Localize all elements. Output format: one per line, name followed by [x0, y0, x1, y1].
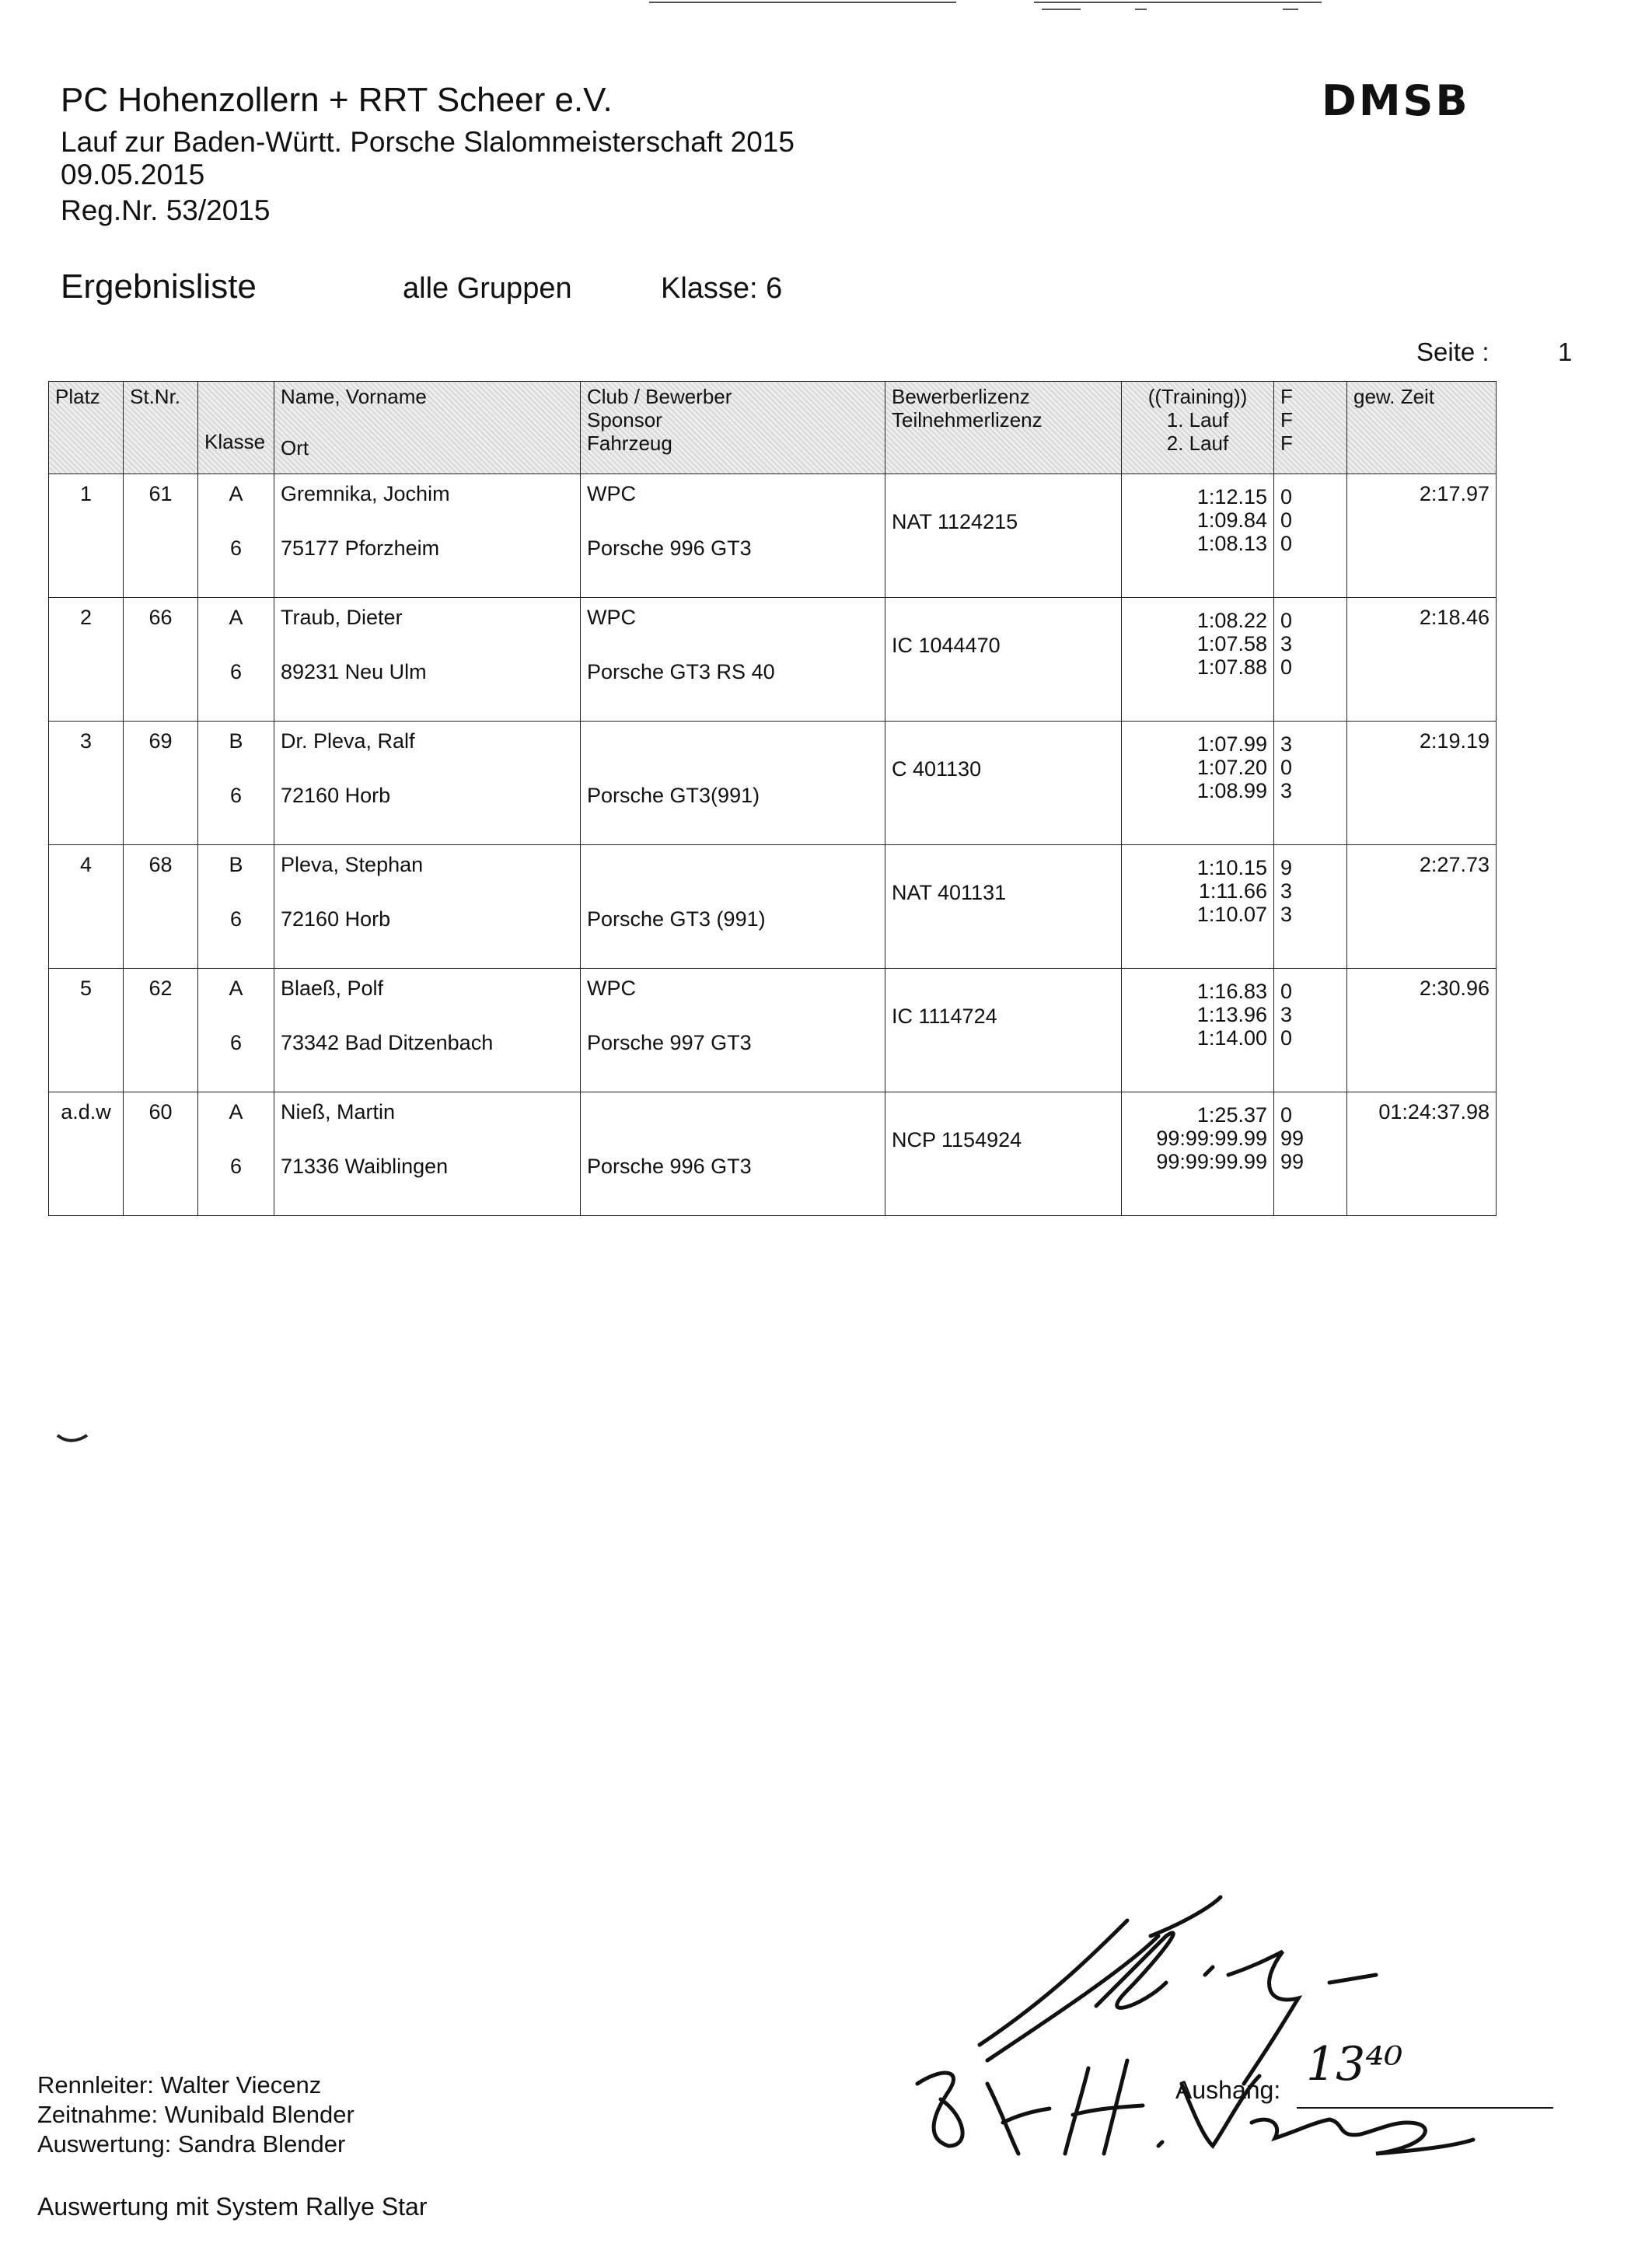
system-note: Auswertung mit System Rallye Star: [37, 2193, 428, 2221]
event-date: 09.05.2015: [61, 159, 205, 190]
zeitnahme: Zeitnahme: Wunibald Blender: [37, 2101, 354, 2128]
list-title: Ergebnisliste: [61, 267, 257, 306]
cell-fehler: [1274, 969, 1347, 1092]
cell-gruppe-klasse: [198, 474, 274, 598]
signature-viecenz-icon: [917, 2060, 1473, 2154]
cell-name: Pleva, Stephan: [281, 853, 424, 876]
table-row: [49, 598, 1497, 722]
header-stnr: St.Nr.: [124, 382, 198, 474]
cell-lizenz: NCP 1154924: [885, 1092, 1122, 1216]
table-header-row: [49, 382, 1497, 474]
cell-club-fahrzeug: [581, 845, 885, 969]
dmsb-logo: DMSB: [1322, 76, 1470, 125]
header-laeufe: [1122, 382, 1274, 474]
cell-platz: 4: [49, 845, 124, 969]
cell-gew-zeit: 2:19.19: [1347, 722, 1497, 845]
header-fehler: [1274, 382, 1347, 474]
cell-stnr: 68: [124, 845, 198, 969]
cell-f3: 0: [1280, 1026, 1293, 1050]
cell-f1: 3: [1280, 732, 1293, 756]
cell-f3: 3: [1280, 779, 1293, 802]
cell-name-ort: [274, 722, 581, 845]
cell-lauf2: 1:08.13: [1196, 532, 1267, 555]
cell-stnr: 61: [124, 474, 198, 598]
cell-name: Gremnika, Jochim: [281, 482, 450, 505]
cell-club: WPC: [587, 606, 636, 629]
aushang-label: Aushang:: [1175, 2076, 1281, 2104]
cell-ort: 75177 Pforzheim: [281, 536, 440, 560]
rennleiter: Rennleiter: Walter Viecenz: [37, 2071, 322, 2099]
cell-name-ort: [274, 845, 581, 969]
cell-ort: 71336 Waiblingen: [281, 1155, 449, 1178]
cell-ort: 89231 Neu Ulm: [281, 660, 427, 683]
cell-klasse: 6: [229, 660, 243, 683]
cell-ort: 72160 Horb: [281, 907, 391, 931]
cell-club-fahrzeug: [581, 722, 885, 845]
cell-f2: 0: [1280, 756, 1293, 779]
cell-klasse: 6: [229, 784, 243, 807]
header-name-ort: [274, 382, 581, 474]
page-number: 1: [1558, 337, 1573, 366]
cell-lizenz: IC 1044470: [885, 598, 1122, 722]
cell-gruppe: B: [229, 853, 243, 876]
cell-f1: 0: [1280, 609, 1293, 632]
cell-klasse: 6: [229, 536, 243, 560]
cell-lizenz: IC 1114724: [885, 969, 1122, 1092]
cell-lizenz: NAT 1124215: [885, 474, 1122, 598]
header-f1: F: [1280, 385, 1293, 408]
cell-f1: 9: [1280, 856, 1293, 879]
cell-training: 1:07.99: [1196, 732, 1267, 756]
cell-gruppe-klasse: [198, 722, 274, 845]
header-fahrzeug: Fahrzeug: [587, 432, 672, 455]
cell-f2: 3: [1280, 1003, 1293, 1026]
cell-lauf1: 1:07.20: [1196, 756, 1267, 779]
cell-name-ort: [274, 598, 581, 722]
cell-f2: 0: [1280, 508, 1293, 532]
cell-ort: 72160 Horb: [281, 784, 391, 807]
cell-laufzeiten: [1122, 845, 1274, 969]
header-training: ((Training)): [1147, 385, 1248, 408]
cell-platz: 1: [49, 474, 124, 598]
cell-gew-zeit: 2:17.97: [1347, 474, 1497, 598]
cell-laufzeiten: [1122, 722, 1274, 845]
cell-training: 1:10.15: [1196, 856, 1267, 879]
cell-gruppe-klasse: [198, 1092, 274, 1216]
table-row: [49, 1092, 1497, 1216]
cell-laufzeiten: [1122, 969, 1274, 1092]
header-klasse: Klasse: [198, 382, 274, 474]
cell-lauf1: 1:11.66: [1198, 879, 1267, 903]
header-f3: F: [1280, 432, 1293, 455]
cell-platz: 5: [49, 969, 124, 1092]
cell-name: Nieß, Martin: [281, 1100, 396, 1124]
cell-laufzeiten: [1122, 1092, 1274, 1216]
cell-f3: 99: [1280, 1150, 1304, 1173]
cell-laufzeiten: [1122, 474, 1274, 598]
header-sponsor: Sponsor: [587, 408, 662, 432]
cell-lauf1: 1:13.96: [1196, 1003, 1267, 1026]
cell-fahrzeug: Porsche GT3 (991): [587, 907, 766, 931]
cell-f2: 3: [1280, 879, 1293, 903]
cell-fahrzeug: Porsche GT3(991): [587, 784, 760, 807]
table-row: [49, 474, 1497, 598]
header-lizenz: [885, 382, 1122, 474]
cell-klasse: 6: [229, 1155, 243, 1178]
cell-lauf1: 1:09.84: [1196, 508, 1267, 532]
cell-laufzeiten: [1122, 598, 1274, 722]
cell-ort: 73342 Bad Ditzenbach: [281, 1031, 494, 1054]
cell-platz: 3: [49, 722, 124, 845]
cell-f2: 99: [1280, 1127, 1304, 1150]
event-title: Lauf zur Baden-Württ. Porsche Slalommeisterschaft 2015: [61, 126, 795, 158]
cell-gruppe: A: [229, 977, 243, 1000]
cell-club-fahrzeug: [581, 598, 885, 722]
cell-stnr: 60: [124, 1092, 198, 1216]
cell-club: WPC: [587, 977, 636, 1000]
cell-lauf2: 99:99:99.99: [1156, 1150, 1267, 1173]
header-lauf1: 1. Lauf: [1166, 408, 1229, 432]
cell-name: Traub, Dieter: [281, 606, 403, 629]
scan-marks: [0, 0, 1652, 23]
cell-f2: 3: [1280, 632, 1293, 655]
cell-fehler: [1274, 1092, 1347, 1216]
cell-stnr: 62: [124, 969, 198, 1092]
registration-number: Reg.Nr. 53/2015: [61, 194, 271, 226]
cell-gruppe-klasse: [198, 969, 274, 1092]
cell-fehler: [1274, 598, 1347, 722]
header-platz: Platz: [49, 382, 124, 474]
cell-fahrzeug: Porsche 997 GT3: [587, 1031, 752, 1054]
cell-name: Dr. Pleva, Ralf: [281, 729, 415, 753]
header-teilnehmerlizenz: Teilnehmerlizenz: [892, 408, 1043, 432]
header-lauf2: 2. Lauf: [1166, 432, 1229, 455]
cell-training: 1:16.83: [1196, 980, 1267, 1003]
cell-name-ort: [274, 969, 581, 1092]
cell-f1: 0: [1280, 980, 1293, 1003]
cell-club-fahrzeug: [581, 474, 885, 598]
cell-training: 1:08.22: [1196, 609, 1267, 632]
header-name: Name, Vorname: [281, 385, 427, 408]
header-ort: Ort: [281, 436, 309, 460]
cell-lauf2: 1:08.99: [1196, 779, 1267, 802]
header-f2: F: [1280, 408, 1293, 432]
cell-club-fahrzeug: [581, 969, 885, 1092]
cell-gruppe: A: [229, 606, 243, 629]
cell-gruppe: A: [229, 482, 243, 505]
class-label: Klasse: 6: [661, 272, 783, 305]
cell-stnr: 66: [124, 598, 198, 722]
cell-training: 1:25.37: [1196, 1103, 1267, 1127]
cell-lauf2: 1:07.88: [1196, 655, 1267, 679]
cell-f3: 3: [1280, 903, 1293, 926]
margin-mark: [54, 1431, 101, 1454]
cell-f3: 0: [1280, 532, 1293, 555]
cell-club-fahrzeug: [581, 1092, 885, 1216]
table-row: [49, 969, 1497, 1092]
cell-gruppe: B: [229, 729, 243, 753]
cell-f1: 0: [1280, 1103, 1293, 1127]
results-table: [48, 381, 1497, 1216]
cell-name: Blaeß, Polf: [281, 977, 384, 1000]
cell-platz: 2: [49, 598, 124, 722]
cell-fahrzeug: Porsche GT3 RS 40: [587, 660, 775, 683]
cell-fahrzeug: Porsche 996 GT3: [587, 536, 752, 560]
cell-lauf2: 1:14.00: [1196, 1026, 1267, 1050]
cell-fehler: [1274, 845, 1347, 969]
signatures: [894, 1889, 1485, 2169]
club-title: PC Hohenzollern + RRT Scheer e.V.: [61, 81, 613, 119]
cell-name-ort: [274, 474, 581, 598]
cell-gew-zeit: 2:30.96: [1347, 969, 1497, 1092]
header-bewerberlizenz: Bewerberlizenz: [892, 385, 1030, 408]
table-row: [49, 845, 1497, 969]
cell-gew-zeit: 2:27.73: [1347, 845, 1497, 969]
cell-fehler: [1274, 474, 1347, 598]
cell-gew-zeit: 2:18.46: [1347, 598, 1497, 722]
cell-lizenz: C 401130: [885, 722, 1122, 845]
cell-lauf2: 1:10.07: [1196, 903, 1267, 926]
cell-training: 1:12.15: [1196, 485, 1267, 508]
cell-stnr: 69: [124, 722, 198, 845]
aushang-handwritten-time: 13⁴⁰: [1306, 2037, 1403, 2092]
cell-f3: 0: [1280, 655, 1293, 679]
header-club: [581, 382, 885, 474]
cell-lizenz: NAT 401131: [885, 845, 1122, 969]
signature-upper-icon: [980, 1897, 1376, 2084]
cell-name-ort: [274, 1092, 581, 1216]
page-label: Seite :: [1416, 337, 1490, 366]
cell-lauf1: 1:07.58: [1196, 632, 1267, 655]
cell-platz: a.d.w: [49, 1092, 124, 1216]
cell-gruppe: A: [229, 1100, 243, 1124]
cell-gew-zeit: 01:24:37.98: [1347, 1092, 1497, 1216]
cell-lauf1: 99:99:99.99: [1156, 1127, 1267, 1150]
cell-fehler: [1274, 722, 1347, 845]
cell-fahrzeug: Porsche 996 GT3: [587, 1155, 752, 1178]
cell-gruppe-klasse: [198, 845, 274, 969]
cell-gruppe-klasse: [198, 598, 274, 722]
table-row: [49, 722, 1497, 845]
auswertung: Auswertung: Sandra Blender: [37, 2130, 346, 2158]
cell-club: WPC: [587, 482, 636, 505]
header-gew-zeit: gew. Zeit: [1347, 382, 1497, 474]
header-club-bewerber: Club / Bewerber: [587, 385, 732, 408]
group-label: alle Gruppen: [403, 272, 572, 305]
cell-klasse: 6: [229, 1031, 243, 1054]
cell-klasse: 6: [229, 907, 243, 931]
cell-f1: 0: [1280, 485, 1293, 508]
